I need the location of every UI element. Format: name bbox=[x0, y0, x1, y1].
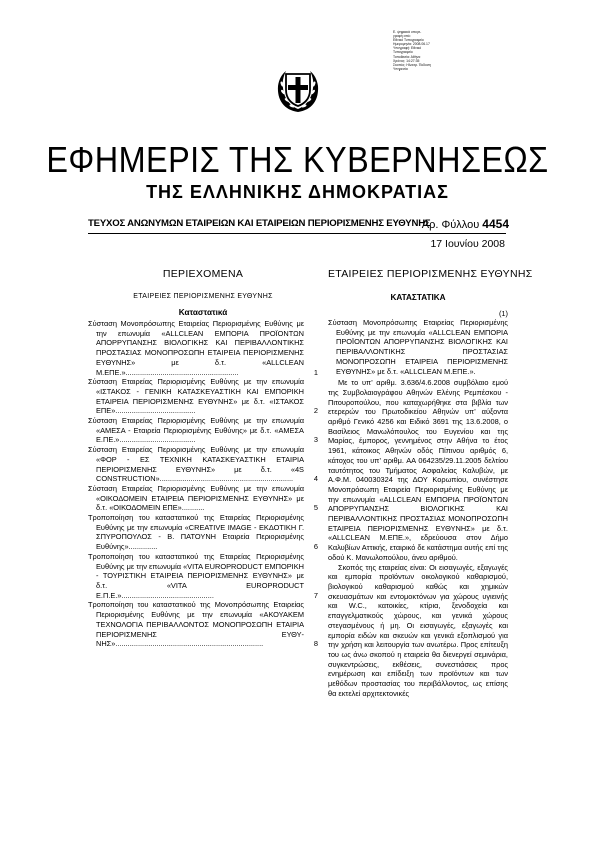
toc-item-text: Σύσταση Εταιρείας Περιορισμένης Ευθύνης με την επωνυμία «ΦΟΡ - ΕΣ ΤΕΧΝΙΚΗ ΚΑΤΑΣΚΕΥΑΣΤΙΚΗ ΕΤΑΙΡΙΑ ΠΕΡΙΟΡΙΣΜΕΝΗΣ ΕΥΘΥΝΗΣ» με δ.τ. «4S CONSTRUCTION»................................................................. bbox=[88, 445, 304, 484]
stamp-line: Σκοπός: Ηλεκτρ. Έκδοση bbox=[393, 62, 431, 67]
toc-item-text: Τροποποίηση του καταστατικού της Μονοπρόσωπης Εταιρείας Περιορισμένης Ευθύνης με την επωνυμία «ΑΚΟΥΑΚΕΜ ΤΕΧΝΟΛΟΓΙΑ ΠΕΡΙΒΑΛΛΟΝΤΟΣ ΜΟΝΟΠΡΟΣΩΠΗ ΕΤΑΙΡΙΑ ΠΕΡΙΟΡΙΣΜΕΝΗΣ ΕΥΘΥΝΗΣ»........................................................................ bbox=[88, 600, 304, 649]
toc-item bbox=[88, 319, 318, 377]
toc-item-text: Σύσταση Εταιρείας Περιορισμένης Ευθύνης με την επωνυμία «ΑΜΕΣΑ - Εταιρεία Περιορισμένης Ευθύνης» με δ.τ. «ΑΜΕΣΑ Ε.ΠΕ.»..................................... bbox=[88, 416, 304, 445]
stamp-line: Χρόνος: 14:27:35 bbox=[393, 58, 420, 63]
sheet-number bbox=[422, 217, 509, 231]
toc-section: ΕΤΑΙΡΕΙΕΣ ΠΕΡΙΟΡΙΣΜΕΝΗΣ ΕΥΘΥΝΗΣ bbox=[133, 293, 273, 300]
gazette-subtitle: ΤΗΣ ΕΛΛΗΝΙΚΗΣ ΔΗΜΟΚΡΑΤΙΑΣ bbox=[146, 182, 449, 202]
toc-item-page: 4 bbox=[313, 474, 318, 484]
stamp-line: Υπηρεσία bbox=[393, 66, 408, 71]
toc-item bbox=[88, 416, 318, 445]
article-heading: ΕΤΑΙΡΕΙΕΣ ΠΕΡΙΟΡΙΣΜΕΝΗΣ ΕΥΘΥΝΗΣ bbox=[328, 268, 533, 280]
toc-item-page: 7 bbox=[313, 590, 318, 600]
sheet-number-value: 4454 bbox=[482, 217, 509, 231]
toc-item-page: 2 bbox=[313, 406, 318, 416]
toc-item-page: 5 bbox=[313, 503, 318, 513]
stamp-line: Εθνικό Τυπογραφείο bbox=[393, 38, 424, 43]
toc-item bbox=[88, 552, 318, 601]
toc-item-text: Σύσταση Εταιρείας Περιορισμένης Ευθύνης με την επωνυμία «ΟΙΚΟΔΟΜΕΙΝ ΕΤΑΙΡΕΙΑ ΠΕΡΙΟΡΙΣΜΕΝΗΣ ΕΥΘΥΝΗΣ» με δ.τ. «ΟΙΚΟΔΟΜΕΙΝ ΕΠΕ»........... bbox=[88, 483, 304, 513]
stamp-line: Υπογραφή: Εθνικό bbox=[393, 46, 422, 51]
gazette-title: ΕΦΗΜΕΡΙΣ ΤΗΣ ΚΥΒΕΡΝΗΣΕΩΣ bbox=[46, 139, 549, 180]
toc-heading: ΠΕΡΙΕΧΟΜΕΝΑ bbox=[162, 268, 244, 280]
toc-item-page: 8 bbox=[313, 639, 318, 649]
article-subsection: ΚΑΤΑΣΤΑΤΙΚΑ bbox=[390, 293, 446, 302]
article-body-2: Σκοπός της εταιρείας είναι: Οι εισαγωγές, εξαγωγές και εμπορία προϊόντων οικολογικού καθαρισμού, βιολογικού καθαρισμού καθώς και χημικών σκευασμάτων και εντομοκτόνων για χώρους υγιεινής και W.C., κατοικίες, κτίρια, ξενοδοχεία και επαγγελματικούς χώρους, και γενικά χώρους στεγασμένους ή μη. Οι εισαγωγές, εξαγωγές και εμπορία ειδών και σκευών και γενικά εξοπλισμού για την χρήση και λειτουργία των ανωτέρω. Προς επίτευξη του ως άνω σκοπού η εταιρεία θα διενεργεί σεμινάρια, συγκεντρώσεις, εκθέσεις, συνεστιάσεις προς ενημέρωση και επίδειξη των προϊόντων και των μεθόδων προστασίας του περιβάλλοντος, ως επίσης θα εκτελεί αρχιτεκτονικές bbox=[328, 562, 508, 698]
stamp-line: Ε. ψηφιακά υπογε- bbox=[393, 30, 422, 34]
toc-item bbox=[88, 513, 318, 552]
stamp-line: γραφή από: bbox=[393, 34, 411, 39]
greek-coat-of-arms-icon bbox=[274, 66, 322, 114]
header-divider bbox=[88, 233, 506, 234]
toc-item bbox=[88, 600, 318, 649]
article-body-1: Με το υπ’ αριθμ. 3.636/4.6.2008 συμβόλαιο εμού της Συμβολαιογράφου Αθηνών Ελένης Ρεμπέσκου - Πιτουροπούλου, που καταχωρήθηκε στα βιβλία των ετερερών του Πρωτοδικείου Αθηνών υπ’ αύξοντα αριθμό Γενικό 4256 και Ειδικό 3691 της 13.6.2008, ο Βασίλειος Μανωλόπουλος του Ευγενίου και της Μαρίας, έμπορος, γεννημένος στην Αθήνα το έτος 1961, κάτοικος Αθηνών οδός Πίπινου αριθμός 6, κάτοχος του υπ’ αριθμ. ΑΑ 064235/29.11.2005 δελτίου ταυτότητος του Τμήματος Ασφαλείας Καλυβών, με Α.Φ.Μ. 040030324 της ΔΟΥ Κορωπίου, συνέστησε Μονοπρόσωπη Εταιρεία Περιορισμένης Ευθύνης με την επωνυμία «ALLCLEAN ΕΜΠΟΡΙΑ ΠΡΟΪΟΝΤΩΝ ΑΠΟΡΡΥΠΑΝΣΗΣ ΒΙΟΛΟΓΙΚΗΣ ΚΑΙ ΠΕΡΙΒΑΛΛΟΝΤΙΚΗΣ ΠΡΟΣΤΑΣΙΑΣ ΜΟΝΟΠΡΟΣΩΠΗ ΕΤΑΙΡΕΙΑ ΠΕΡΙΟΡΙΣΜΕΝΗΣ ΕΥΘΥΝΗΣ» με δ.τ. «ALLCLEAN Μ.ΕΠΕ.», εδρεύουσα στον Δήμο Καλυβίων Αττικής, εταιρικό δε κατάστημα αυτής επί της οδού Κ. Μανωλοπούλου, άνευ αριθμού. bbox=[328, 378, 508, 562]
article bbox=[328, 268, 533, 698]
toc-item-page: 6 bbox=[313, 542, 318, 552]
toc-item bbox=[88, 445, 318, 484]
table-of-contents bbox=[88, 268, 318, 649]
toc-item-page: 3 bbox=[313, 435, 318, 445]
sheet-label: Αρ. Φύλλου bbox=[421, 219, 480, 231]
stamp-line: Ημερομηνία: 2008.06.17 bbox=[393, 42, 430, 47]
toc-item bbox=[88, 377, 318, 416]
toc-item bbox=[88, 484, 318, 513]
article-intro: Σύσταση Μονοπρόσωπης Εταιρείας Περιορισμένης Ευθύνης με την επωνυμία «ALLCLEAN ΕΜΠΟΡΙΑ ΠΡΟΪΟΝΤΩΝ ΑΠΟΡΡΥΠΑΝΣΗΣ ΒΙΟΛΟΓΙΚΗΣ ΚΑΙ ΠΕΡΙΒΑΛΛΟΝΤΙΚΗΣ ΠΡΟΣΤΑΣΙΑΣ ΜΟΝΟΠΡΟΣΩΠΗ ΕΤΑΙΡΕΙΑ ΠΕΡΙΟΡΙΣΜΕΝΗΣ ΕΥΘΥΝΗΣ» με δ.τ. «ALLCLEAN Μ.ΕΠΕ.». bbox=[328, 318, 508, 376]
toc-list bbox=[88, 319, 318, 649]
toc-subsection: Καταστατικά bbox=[178, 308, 228, 317]
stamp-line: Τυπογραφείο bbox=[393, 50, 413, 55]
toc-item-text: Τροποποίηση του καταστατικού της Εταιρείας Περιορισμένης Ευθύνης με την επωνυμία «CREATIVE IMAGE - ΕΚΔΟΤΙΚΗ Γ. ΣΠΥΡΟΠΟΥΛΟΣ - Β. ΠΑΤΟΥΝΗ Εταιρεία Περιορισμένης Ευθύνης».............. bbox=[88, 513, 304, 552]
toc-item-text: Τροποποίηση του καταστατικού της Εταιρείας Περιορισμένης Ευθύνης με την επωνυμία «VITA EUROPRODUCT ΕΜΠΟΡΙΚΗ - ΤΟΥΡΙΣΤΙΚΗ ΕΤΑΙΡΕΙΑ ΠΕΡΙΟΡΙΣΜΕΝΗΣ ΕΥΘΥΝΗΣ» με δ.τ. «VITA EUROPRODUCT Ε.Π.Ε.»............................................. bbox=[88, 551, 304, 600]
stamp-line: Τοποθεσία: Αθήνα bbox=[393, 54, 421, 59]
article-number: (1) bbox=[498, 309, 508, 318]
toc-item-text: Σύσταση Εταιρείας Περιορισμένης Ευθύνης με την επωνυμία «ΙΣΤΑΚΟΣ - ΓΕΝΙΚΗ ΚΑΤΑΣΚΕΥΑΣΤΙΚΗ ΚΑΙ ΕΜΠΟΡΙΚΗ ΕΤΑΙΡΕΙΑ ΠΕΡΙΟΡΙΣΜΕΝΗΣ ΕΥΘΥΝΗΣ» με δ.τ. «ΙΣΤΑΚΟΣ ΕΠΕ»....................................... bbox=[88, 377, 304, 416]
toc-item-page: 1 bbox=[313, 367, 318, 377]
digital-signature-stamp bbox=[393, 30, 453, 71]
issue-label: ΤΕΥΧΟΣ ΑΝΩΝΥΜΩΝ ΕΤΑΙΡΕΙΩΝ ΚΑΙ ΕΤΑΙΡΕΙΩΝ ΠΕΡΙΟΡΙΣΜΕΝΗΣ ΕΥΘΥΝΗΣ bbox=[88, 218, 431, 229]
toc-item-text: Σύσταση Μονοπρόσωπης Εταιρείας Περιορισμένης Ευθύνης με την επωνυμία «ALLCLEAN ΕΜΠΟΡΙΑ ΠΡΟΪΟΝΤΩΝ ΑΠΟΡΡΥΠΑΝΣΗΣ ΒΙΟΛΟΓΙΚΗΣ ΚΑΙ ΠΕΡΙΒΑΛΛΟΝΤΙΚΗΣ ΠΡΟΣΤΑΣΙΑΣ ΜΟΝΟΠΡΟΣΩΠΗ ΕΤΑΙΡΕΙΑ ΠΕΡΙΟΡΙΣΜΕΝΗΣ ΕΥΘΥΝΗΣ» με δ.τ. «ALLCLEAN Μ.ΕΠΕ.»....................................................... bbox=[88, 319, 304, 377]
issue-date: 17 Ιουνίου 2008 bbox=[430, 238, 505, 250]
